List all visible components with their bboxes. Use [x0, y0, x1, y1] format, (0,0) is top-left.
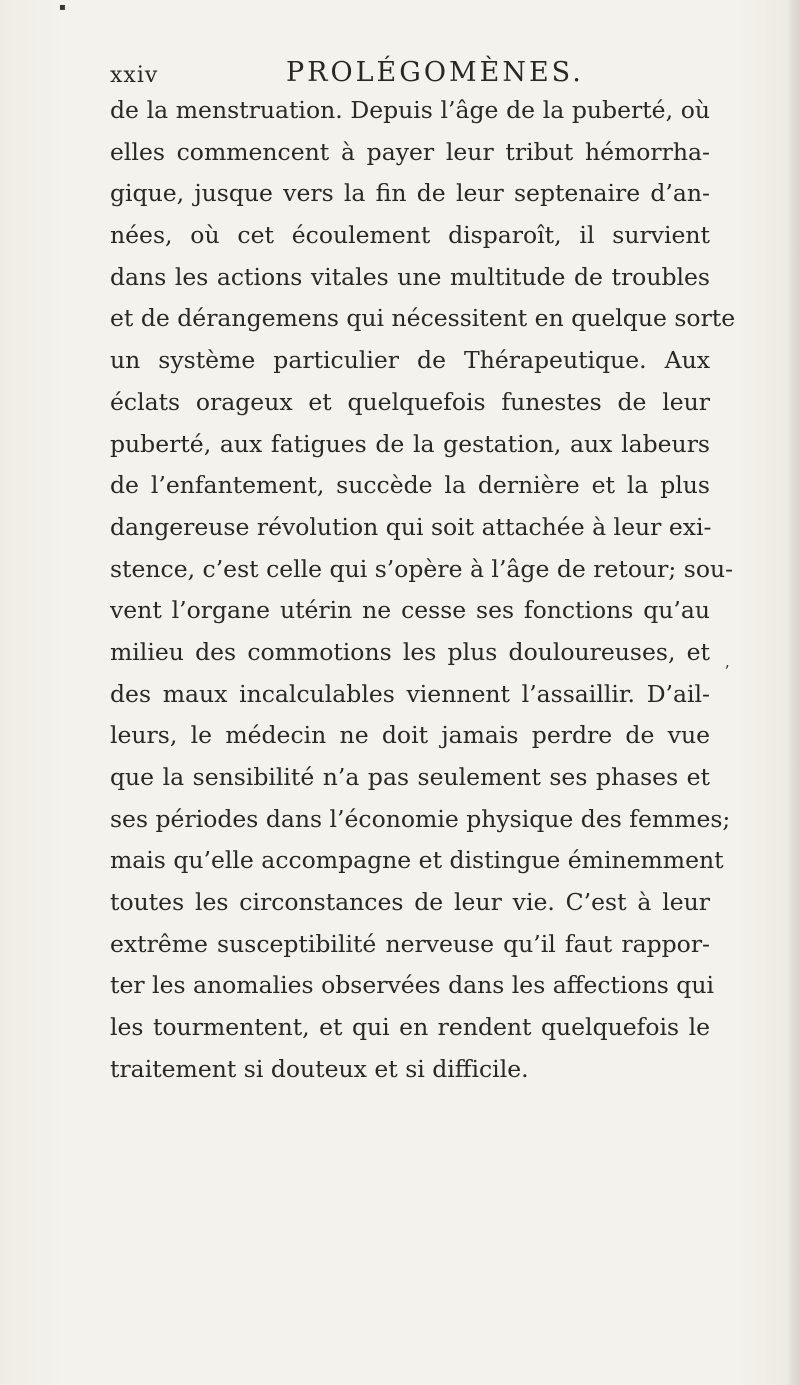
- text-line: traitement si douteux et si difficile.: [110, 1054, 529, 1083]
- text-line: leurs, le médecin ne doit jamais perdre de vue: [110, 721, 710, 750]
- text-line: éclats orageux et quelquefois funestes de leur: [110, 387, 710, 416]
- ink-speck: ▪: [59, 2, 66, 13]
- text-line: milieu des commotions les plus douloureuses, et: [110, 637, 710, 666]
- text-line: extrême susceptibilité nerveuse qu’il faut rappor-: [110, 929, 710, 958]
- margin-mark: ʼ: [724, 662, 730, 681]
- text-line: vent l’organe utérin ne cesse ses fonctions qu’au: [110, 596, 710, 625]
- text-line: un système particulier de Thérapeutique. Aux: [110, 346, 710, 375]
- page-header: [110, 57, 720, 93]
- text-line: les tourmentent, et qui en rendent quelquefois le: [110, 1013, 710, 1042]
- text-line: que la sensibilité n’a pas seulement ses phases et: [110, 763, 710, 791]
- text-line: mais qu’elle accompagne et distingue éminemment: [110, 846, 724, 875]
- text-line: gique, jusque vers la fin de leur septenaire d’an-: [110, 179, 710, 208]
- text-line: nées, où cet écoulement disparoît, il survient: [110, 221, 710, 250]
- page-number: xxiv: [110, 63, 159, 88]
- running-title: PROLÉGOMÈNES.: [286, 57, 584, 88]
- text-line: ter les anomalies observées dans les affections qui: [110, 971, 714, 1000]
- text-line: puberté, aux fatigues de la gestation, aux labeurs: [110, 429, 710, 458]
- text-line: dangereuse révolution qui soit attachée à leur exi-: [110, 512, 712, 541]
- text-line: des maux incalculables viennent l’assaillir. D’ail-: [110, 679, 710, 708]
- body-text: [110, 90, 736, 1091]
- text-line: et de dérangemens qui nécessitent en quelque sorte: [110, 304, 736, 333]
- text-line: de la menstruation. Depuis l’âge de la puberté, où: [110, 96, 710, 124]
- text-line: de l’enfantement, succède la dernière et la plus: [110, 471, 710, 500]
- text-line: stence, c’est celle qui s’opère à l’âge de retour; sou-: [110, 554, 734, 583]
- text-line: toutes les circonstances de leur vie. C’est à leur: [110, 888, 710, 917]
- text-line: dans les actions vitales une multitude de troubles: [110, 262, 710, 291]
- text-line: ses périodes dans l’économie physique des femmes;: [110, 804, 731, 833]
- page-edge-shadow: [786, 0, 800, 1385]
- text-line: elles commencent à payer leur tribut hémorrha-: [110, 137, 710, 166]
